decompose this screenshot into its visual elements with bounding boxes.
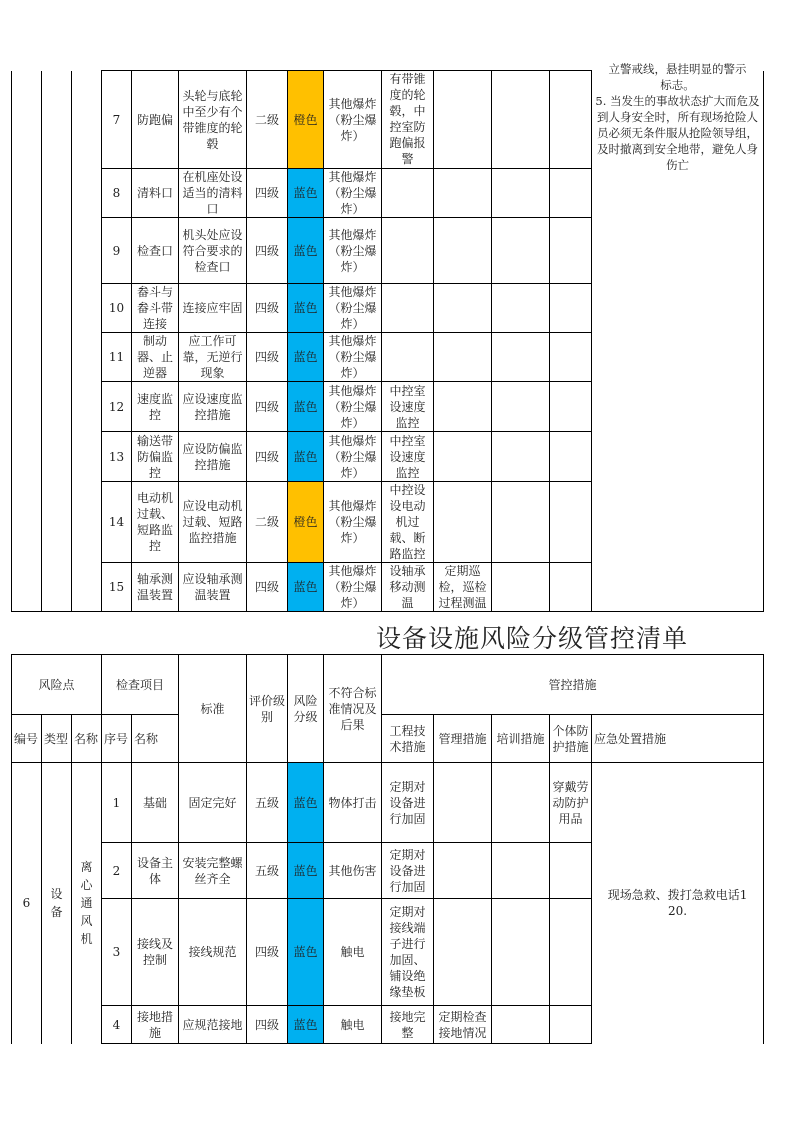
eval-level-cell: 五级	[247, 843, 288, 899]
header-training: 培训措施	[492, 715, 550, 763]
item-name-cell: 接线及控制	[132, 899, 179, 1006]
seq-cell: 1	[102, 763, 132, 843]
header-ppe: 个体防护措施	[550, 715, 592, 763]
eval-level-cell: 二级	[247, 71, 288, 169]
training-measure-cell	[492, 843, 550, 899]
consequence-cell: 其他爆炸（粉尘爆炸）	[324, 482, 382, 563]
management-measure-cell	[434, 333, 492, 382]
management-measure-cell	[434, 763, 492, 843]
risk-level-cell: 蓝色	[288, 843, 324, 899]
training-measure-cell	[492, 333, 550, 382]
header-item-name: 名称	[132, 715, 179, 763]
seq-cell: 10	[102, 284, 132, 333]
consequence-cell: 其他爆炸（粉尘爆炸）	[324, 71, 382, 169]
engineering-measure-cell: 定期对设备进行加固	[382, 843, 434, 899]
engineering-measure-cell: 接地完整	[382, 1006, 434, 1044]
seq-cell: 9	[102, 218, 132, 284]
header-management: 管理措施	[434, 715, 492, 763]
table-row	[12, 763, 764, 843]
table-row	[12, 71, 764, 169]
training-measure-cell	[492, 169, 550, 218]
page-title: 设备设施风险分级管控清单	[376, 624, 689, 653]
ppe-measure-cell	[550, 563, 592, 612]
training-measure-cell	[492, 899, 550, 1006]
training-measure-cell	[492, 218, 550, 284]
eval-level-cell: 四级	[247, 1006, 288, 1044]
consequence-cell: 其他爆炸（粉尘爆炸）	[324, 284, 382, 333]
header-standard: 标准	[179, 655, 247, 763]
training-measure-cell	[492, 382, 550, 432]
training-measure-cell	[492, 432, 550, 482]
header-risk-level: 风险分级	[288, 655, 324, 763]
eval-level-cell: 二级	[247, 482, 288, 563]
item-name-cell: 畚斗与畚斗带连接	[132, 284, 179, 333]
ppe-measure-cell	[550, 333, 592, 382]
risk-table-continued	[11, 61, 764, 612]
management-measure-cell	[434, 482, 492, 563]
seq-cell: 11	[102, 333, 132, 382]
eval-level-cell: 四级	[247, 382, 288, 432]
header-eval-level: 评价级别	[247, 655, 288, 763]
standard-cell: 应工作可靠，无逆行现象	[179, 333, 247, 382]
consequence-cell: 其他爆炸（粉尘爆炸）	[324, 432, 382, 482]
header-risk-point: 风险点	[12, 655, 102, 715]
seq-cell: 7	[102, 71, 132, 169]
header-emergency: 应急处置措施	[592, 715, 764, 763]
item-name-cell: 防跑偏	[132, 71, 179, 169]
emergency-measure-cell	[592, 61, 764, 612]
ppe-measure-cell	[550, 382, 592, 432]
standard-cell: 在机座处设适当的清料口	[179, 169, 247, 218]
standard-cell: 机头处应设符合要求的检查口	[179, 218, 247, 284]
item-name-cell: 输送带防偏监控	[132, 432, 179, 482]
risk-level-cell: 蓝色	[288, 432, 324, 482]
standard-cell: 应设轴承测温装置	[179, 563, 247, 612]
ppe-measure-cell	[550, 1006, 592, 1044]
ppe-measure-cell	[550, 432, 592, 482]
ppe-measure-cell	[550, 284, 592, 333]
engineering-measure-cell	[382, 169, 434, 218]
engineering-measure-cell	[382, 218, 434, 284]
seq-cell: 13	[102, 432, 132, 482]
engineering-measure-cell	[382, 333, 434, 382]
merged-column	[12, 71, 42, 612]
ppe-measure-cell	[550, 482, 592, 563]
standard-cell: 应设速度监控措施	[179, 382, 247, 432]
engineering-measure-cell: 定期对设备进行加固	[382, 763, 434, 843]
engineering-measure-cell: 中控室设速度监控	[382, 432, 434, 482]
ppe-measure-cell	[550, 899, 592, 1006]
eval-level-cell: 四级	[247, 284, 288, 333]
merged-column	[42, 71, 72, 612]
header-consequence: 不符合标准情况及后果	[324, 655, 382, 763]
risk-level-cell: 蓝色	[288, 169, 324, 218]
risk-level-cell: 蓝色	[288, 218, 324, 284]
consequence-cell: 其他爆炸（粉尘爆炸）	[324, 169, 382, 218]
item-name-cell: 速度监控	[132, 382, 179, 432]
item-name-cell: 轴承测温装置	[132, 563, 179, 612]
engineering-measure-cell: 中控室设速度监控	[382, 382, 434, 432]
ppe-measure-cell	[550, 169, 592, 218]
risk-level-cell: 蓝色	[288, 1006, 324, 1044]
header-seq: 序号	[102, 715, 132, 763]
eval-level-cell: 四级	[247, 218, 288, 284]
seq-cell: 4	[102, 1006, 132, 1044]
eval-level-cell: 五级	[247, 763, 288, 843]
ppe-measure-cell	[550, 71, 592, 169]
header-code: 编号	[12, 715, 42, 763]
management-measure-cell	[434, 843, 492, 899]
standard-cell: 应设电动机过载、短路监控措施	[179, 482, 247, 563]
risk-level-cell: 橙色	[288, 71, 324, 169]
standard-cell: 固定完好	[179, 763, 247, 843]
emergency-text-partial: 立警戒线，悬挂明显的警示	[608, 61, 747, 76]
engineering-measure-cell: 有带锥度的轮毂，中控室防跑偏报警	[382, 71, 434, 169]
item-name-cell: 电动机过载、短路监控	[132, 482, 179, 563]
consequence-cell: 其他爆炸（粉尘爆炸）	[324, 218, 382, 284]
consequence-cell: 其他爆炸（粉尘爆炸）	[324, 563, 382, 612]
management-measure-cell	[434, 382, 492, 432]
header-engineering: 工程技术措施	[382, 715, 434, 763]
standard-cell: 连接应牢固	[179, 284, 247, 333]
item-name-cell: 基础	[132, 763, 179, 843]
emergency-measure-cell: 现场急救、拨打急救电话120.	[592, 763, 764, 1044]
management-measure-cell	[434, 284, 492, 333]
header-name: 名称	[72, 715, 102, 763]
standard-cell: 应规范接地	[179, 1006, 247, 1044]
emergency-text: 标志。 5. 当发生的事故状态扩大而危及到人身安全时，所有现场抢险人员必须无条件服从抢险领导组，及时撤离到安全地带，避免人身伤亡	[595, 77, 760, 172]
consequence-cell: 物体打击	[324, 763, 382, 843]
risk-point-type	[42, 763, 72, 1044]
seq-cell: 8	[102, 169, 132, 218]
consequence-cell: 触电	[324, 1006, 382, 1044]
engineering-measure-cell: 中控设设电动机过载、断路监控	[382, 482, 434, 563]
risk-level-cell: 蓝色	[288, 563, 324, 612]
risk-point-code: 6	[12, 763, 42, 1044]
consequence-cell: 其他伤害	[324, 843, 382, 899]
item-name-cell: 清料口	[132, 169, 179, 218]
training-measure-cell	[492, 482, 550, 563]
consequence-cell: 其他爆炸（粉尘爆炸）	[324, 333, 382, 382]
seq-cell: 3	[102, 899, 132, 1006]
ppe-measure-cell	[550, 843, 592, 899]
engineering-measure-cell	[382, 284, 434, 333]
seq-cell: 2	[102, 843, 132, 899]
standard-cell: 接线规范	[179, 899, 247, 1006]
consequence-cell: 其他爆炸（粉尘爆炸）	[324, 382, 382, 432]
eval-level-cell: 四级	[247, 432, 288, 482]
standard-cell: 应设防偏监控措施	[179, 432, 247, 482]
engineering-measure-cell: 设轴承移动测温	[382, 563, 434, 612]
eval-level-cell: 四级	[247, 333, 288, 382]
standard-cell: 安装完整螺丝齐全	[179, 843, 247, 899]
seq-cell: 14	[102, 482, 132, 563]
item-name-cell: 检查口	[132, 218, 179, 284]
merged-column	[72, 71, 102, 612]
risk-point-name-text: 离心通风机	[80, 860, 93, 947]
risk-point-name	[72, 763, 102, 1044]
eval-level-cell: 四级	[247, 899, 288, 1006]
risk-control-table	[11, 654, 764, 1044]
risk-point-type-text: 设备	[50, 887, 63, 920]
management-measure-cell	[434, 218, 492, 284]
eval-level-cell: 四级	[247, 169, 288, 218]
training-measure-cell	[492, 563, 550, 612]
management-measure-cell	[434, 899, 492, 1006]
header-control: 管控措施	[382, 655, 764, 715]
training-measure-cell	[492, 1006, 550, 1044]
item-name-cell: 接地措施	[132, 1006, 179, 1044]
risk-level-cell: 蓝色	[288, 284, 324, 333]
ppe-measure-cell: 穿戴劳动防护用品	[550, 763, 592, 843]
risk-level-cell: 蓝色	[288, 899, 324, 1006]
training-measure-cell	[492, 71, 550, 169]
ppe-measure-cell	[550, 218, 592, 284]
eval-level-cell: 四级	[247, 563, 288, 612]
risk-level-cell: 橙色	[288, 482, 324, 563]
standard-cell: 头轮与底轮中至少有个带锥度的轮毂	[179, 71, 247, 169]
risk-level-cell: 蓝色	[288, 763, 324, 843]
management-measure-cell	[434, 432, 492, 482]
seq-cell: 12	[102, 382, 132, 432]
item-name-cell: 制动器、止逆器	[132, 333, 179, 382]
management-measure-cell	[434, 71, 492, 169]
management-measure-cell: 定期巡检，巡检过程测温	[434, 563, 492, 612]
training-measure-cell	[492, 284, 550, 333]
risk-level-cell: 蓝色	[288, 333, 324, 382]
item-name-cell: 设备主体	[132, 843, 179, 899]
seq-cell: 15	[102, 563, 132, 612]
management-measure-cell: 定期检查接地情况	[434, 1006, 492, 1044]
engineering-measure-cell: 定期对接线端子进行加固、铺设绝缘垫板	[382, 899, 434, 1006]
header-type: 类型	[42, 715, 72, 763]
training-measure-cell	[492, 763, 550, 843]
consequence-cell: 触电	[324, 899, 382, 1006]
management-measure-cell	[434, 169, 492, 218]
risk-level-cell: 蓝色	[288, 382, 324, 432]
header-check-item: 检查项目	[102, 655, 179, 715]
